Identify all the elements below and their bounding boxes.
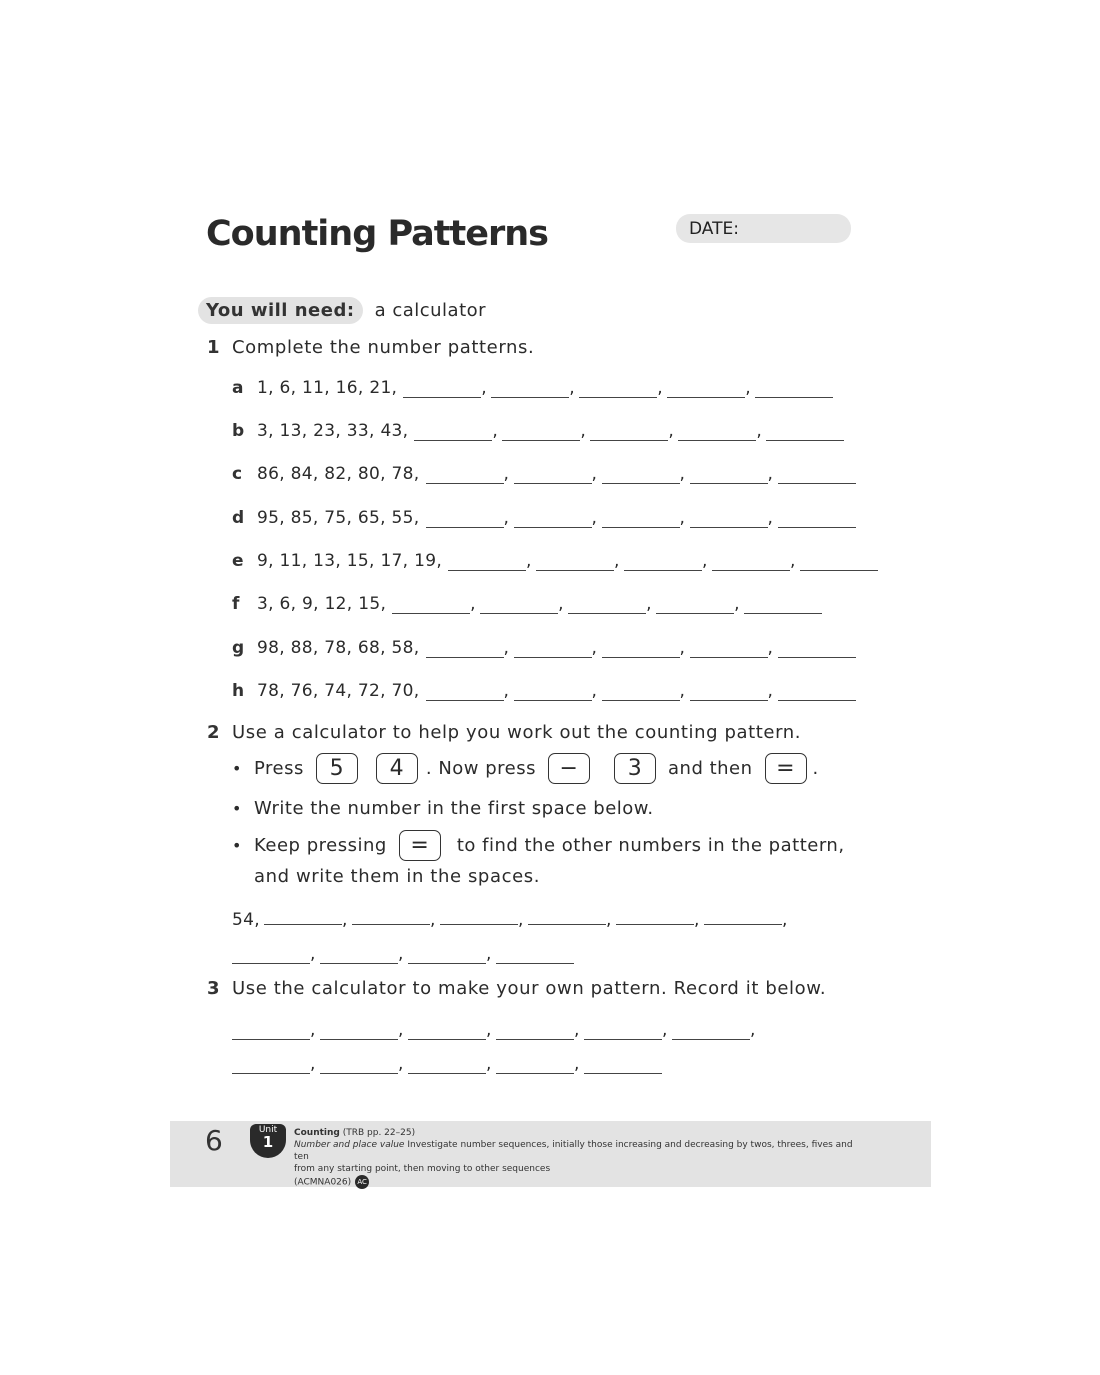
answer-blank[interactable] [602, 509, 680, 528]
answer-blank[interactable] [514, 639, 592, 658]
instruction-bullet-3 [232, 830, 845, 861]
answer-blank[interactable] [426, 509, 504, 528]
blank-comma: , [569, 378, 575, 398]
answer-blank[interactable] [496, 1021, 574, 1040]
question-1-number: 1 [207, 337, 220, 358]
blank-comma: , [517, 910, 524, 930]
pattern-row-letter: d [232, 508, 245, 528]
pattern-row-3 [232, 504, 856, 528]
blank-comma: , [310, 1054, 316, 1074]
calc-key-5: 5 [316, 753, 358, 784]
answer-blank[interactable] [766, 422, 844, 441]
q2-start-value: 54, [232, 910, 260, 930]
answer-blank[interactable] [678, 422, 756, 441]
blank-comma: , [702, 551, 708, 571]
and-then-text: and then [668, 758, 753, 779]
answer-blank[interactable] [602, 465, 680, 484]
footer-ref: (TRB pp. 22–25) [342, 1128, 416, 1138]
answer-blank[interactable] [408, 945, 486, 964]
blank-comma: , [790, 551, 796, 571]
calc-key-equals: = [765, 753, 807, 784]
answer-blank[interactable] [690, 682, 768, 701]
q2-answer-row-1 [232, 906, 792, 930]
bullet-dot: • [232, 759, 242, 778]
blank-comma: , [767, 638, 773, 658]
pattern-sequence: 98, 88, 78, 68, 58, [257, 638, 420, 658]
blank-comma: , [398, 944, 404, 964]
question-2-number: 2 [207, 722, 220, 743]
answer-blank[interactable] [602, 682, 680, 701]
blank-comma: , [486, 1020, 492, 1040]
question-1-text: Complete the number patterns. [232, 337, 535, 358]
blank-comma: , [486, 944, 492, 964]
answer-blank[interactable] [480, 595, 558, 614]
footer-code: (ACMNA026) [294, 1177, 352, 1188]
footer-desc-1: Investigate number sequences, initially those increasing and decreasing by twos, threes, fives and ten [294, 1140, 853, 1162]
pattern-row-7 [232, 677, 856, 701]
answer-blank[interactable] [496, 1055, 574, 1074]
blank-comma: , [481, 378, 487, 398]
pattern-sequence: 9, 11, 13, 15, 17, 19, [257, 551, 443, 571]
answer-blank[interactable] [491, 379, 569, 398]
blank-comma: , [580, 421, 586, 441]
blank-comma: , [503, 508, 509, 528]
q2-answer-row-2 [232, 940, 574, 964]
answer-blank[interactable] [755, 379, 833, 398]
pattern-row-letter: c [232, 464, 243, 484]
pattern-row-letter: g [232, 638, 245, 658]
question-2-text: Use a calculator to help you work out the counting pattern. [232, 722, 802, 743]
blank-comma: , [492, 421, 498, 441]
page-title: Counting Patterns [206, 214, 548, 254]
blank-comma: , [750, 1020, 756, 1040]
question-3-number: 3 [207, 978, 220, 999]
answer-blank[interactable] [320, 945, 398, 964]
pattern-row-4 [232, 547, 878, 571]
blank-comma: , [679, 681, 685, 701]
answer-blank[interactable] [528, 906, 606, 925]
answer-blank[interactable] [672, 1021, 750, 1040]
blank-comma: , [310, 1020, 316, 1040]
unit-number: 1 [262, 1133, 274, 1151]
answer-blank[interactable] [496, 945, 574, 964]
answer-blank[interactable] [232, 945, 310, 964]
calc-key-3: 3 [614, 753, 656, 784]
answer-blank[interactable] [778, 465, 856, 484]
blank-comma: , [591, 508, 597, 528]
footer-topic: Counting [294, 1128, 340, 1138]
blank-comma: , [646, 594, 652, 614]
pattern-row-letter: e [232, 551, 244, 571]
blank-comma: , [662, 1020, 668, 1040]
blank-comma: , [470, 594, 476, 614]
answer-blank[interactable] [579, 379, 657, 398]
ac-curriculum-icon: AC [355, 1175, 369, 1189]
bullet-3-text: to find the other numbers in the pattern, [456, 835, 845, 856]
answer-blank[interactable] [690, 639, 768, 658]
bullet-2-text: Write the number in the first space below. [254, 798, 654, 819]
answer-blank[interactable] [448, 552, 526, 571]
answer-blank[interactable] [704, 906, 782, 925]
bullet-dot: • [232, 799, 242, 818]
blank-comma: , [591, 681, 597, 701]
answer-blank[interactable] [800, 552, 878, 571]
q3-answer-row-1 [232, 1016, 760, 1040]
bullet-3-continuation: and write them in the spaces. [254, 866, 541, 887]
calc-key-minus: − [548, 753, 590, 784]
answer-blank[interactable] [426, 682, 504, 701]
answer-blank[interactable] [536, 552, 614, 571]
blank-comma: , [398, 1054, 404, 1074]
blank-comma: , [734, 594, 740, 614]
pattern-sequence: 3, 13, 23, 33, 43, [257, 421, 409, 441]
date-label: DATE: [689, 219, 739, 239]
pattern-row-letter: f [232, 594, 240, 614]
calc-key-4: 4 [376, 753, 418, 784]
materials-label: You will need: [198, 297, 363, 324]
answer-blank[interactable] [778, 509, 856, 528]
blank-comma: , [679, 464, 685, 484]
answer-blank[interactable] [514, 509, 592, 528]
unit-label: Unit [258, 1125, 278, 1135]
pattern-row-0 [232, 374, 833, 398]
answer-blank[interactable] [616, 906, 694, 925]
answer-blank[interactable] [590, 422, 668, 441]
answer-blank[interactable] [602, 639, 680, 658]
blank-comma: , [614, 551, 620, 571]
pattern-row-letter: a [232, 378, 244, 398]
blank-comma: , [767, 464, 773, 484]
footer-desc-2: from any starting point, then moving to other sequences [294, 1164, 551, 1174]
blank-comma: , [429, 910, 436, 930]
blank-comma: , [591, 638, 597, 658]
answer-blank[interactable] [656, 595, 734, 614]
blank-comma: , [574, 1054, 580, 1074]
answer-blank[interactable] [778, 682, 856, 701]
materials-line [198, 295, 486, 325]
blank-comma: , [526, 551, 532, 571]
period-text: . [812, 758, 819, 779]
blank-comma: , [605, 910, 612, 930]
blank-comma: , [657, 378, 663, 398]
blank-comma: , [756, 421, 762, 441]
q3-answer-row-2 [232, 1050, 662, 1074]
keep-pressing-text: Keep pressing [254, 835, 387, 856]
answer-blank[interactable] [403, 379, 481, 398]
calc-key-equals: = [399, 830, 441, 861]
answer-blank[interactable] [232, 1021, 310, 1040]
answer-blank[interactable] [320, 1021, 398, 1040]
answer-blank[interactable] [426, 465, 504, 484]
blank-comma: , [574, 1020, 580, 1040]
blank-comma: , [693, 910, 700, 930]
answer-blank[interactable] [514, 682, 592, 701]
instruction-bullet-2 [232, 798, 654, 819]
answer-blank[interactable] [624, 552, 702, 571]
pattern-sequence: 3, 6, 9, 12, 15, [257, 594, 387, 614]
pattern-sequence: 95, 85, 75, 65, 55, [257, 508, 420, 528]
blank-comma: , [745, 378, 751, 398]
answer-blank[interactable] [502, 422, 580, 441]
press-text: Press [254, 758, 304, 779]
answer-blank[interactable] [426, 639, 504, 658]
answer-blank[interactable] [744, 595, 822, 614]
answer-blank[interactable] [264, 906, 342, 925]
pattern-row-6 [232, 634, 856, 658]
pattern-row-letter: b [232, 421, 245, 441]
page-footer [170, 1121, 931, 1187]
answer-blank[interactable] [568, 595, 646, 614]
blank-comma: , [486, 1054, 492, 1074]
pattern-row-2 [232, 460, 856, 484]
answer-blank[interactable] [408, 1021, 486, 1040]
blank-comma: , [503, 464, 509, 484]
answer-blank[interactable] [690, 509, 768, 528]
answer-blank[interactable] [584, 1021, 662, 1040]
curriculum-note [294, 1127, 854, 1189]
answer-blank[interactable] [320, 1055, 398, 1074]
answer-blank[interactable] [352, 906, 430, 925]
pattern-sequence: 78, 76, 74, 72, 70, [257, 681, 420, 701]
answer-blank[interactable] [712, 552, 790, 571]
blank-comma: , [398, 1020, 404, 1040]
instruction-bullet-1 [232, 753, 819, 784]
answer-blank[interactable] [690, 465, 768, 484]
pattern-row-1 [232, 417, 844, 441]
pattern-sequence: 1, 6, 11, 16, 21, [257, 378, 398, 398]
blank-comma: , [679, 508, 685, 528]
answer-blank[interactable] [514, 465, 592, 484]
answer-blank[interactable] [440, 906, 518, 925]
pattern-row-5 [232, 590, 822, 614]
answer-blank[interactable] [667, 379, 745, 398]
answer-blank[interactable] [414, 422, 492, 441]
blank-comma: , [591, 464, 597, 484]
answer-blank[interactable] [408, 1055, 486, 1074]
blank-comma: , [558, 594, 564, 614]
question-3-text: Use the calculator to make your own pattern. Record it below. [232, 978, 827, 999]
unit-badge [250, 1124, 286, 1158]
blank-comma: , [767, 681, 773, 701]
date-field[interactable] [676, 214, 851, 243]
now-press-text: . Now press [425, 758, 536, 779]
pattern-row-letter: h [232, 681, 245, 701]
pattern-sequence: 86, 84, 82, 80, 78, [257, 464, 420, 484]
blank-comma: , [781, 910, 788, 930]
answer-blank[interactable] [392, 595, 470, 614]
blank-comma: , [503, 638, 509, 658]
answer-blank[interactable] [778, 639, 856, 658]
blank-comma: , [767, 508, 773, 528]
q2-blanks-1 [264, 906, 792, 930]
blank-comma: , [310, 944, 316, 964]
materials-value: a calculator [374, 299, 487, 321]
answer-blank[interactable] [232, 1055, 310, 1074]
footer-strand: Number and place value [294, 1140, 405, 1150]
bullet-dot: • [232, 836, 242, 855]
answer-blank[interactable] [584, 1055, 662, 1074]
blank-comma: , [503, 681, 509, 701]
blank-comma: , [679, 638, 685, 658]
blank-comma: , [668, 421, 674, 441]
page-number: 6 [205, 1124, 223, 1157]
blank-comma: , [341, 910, 348, 930]
